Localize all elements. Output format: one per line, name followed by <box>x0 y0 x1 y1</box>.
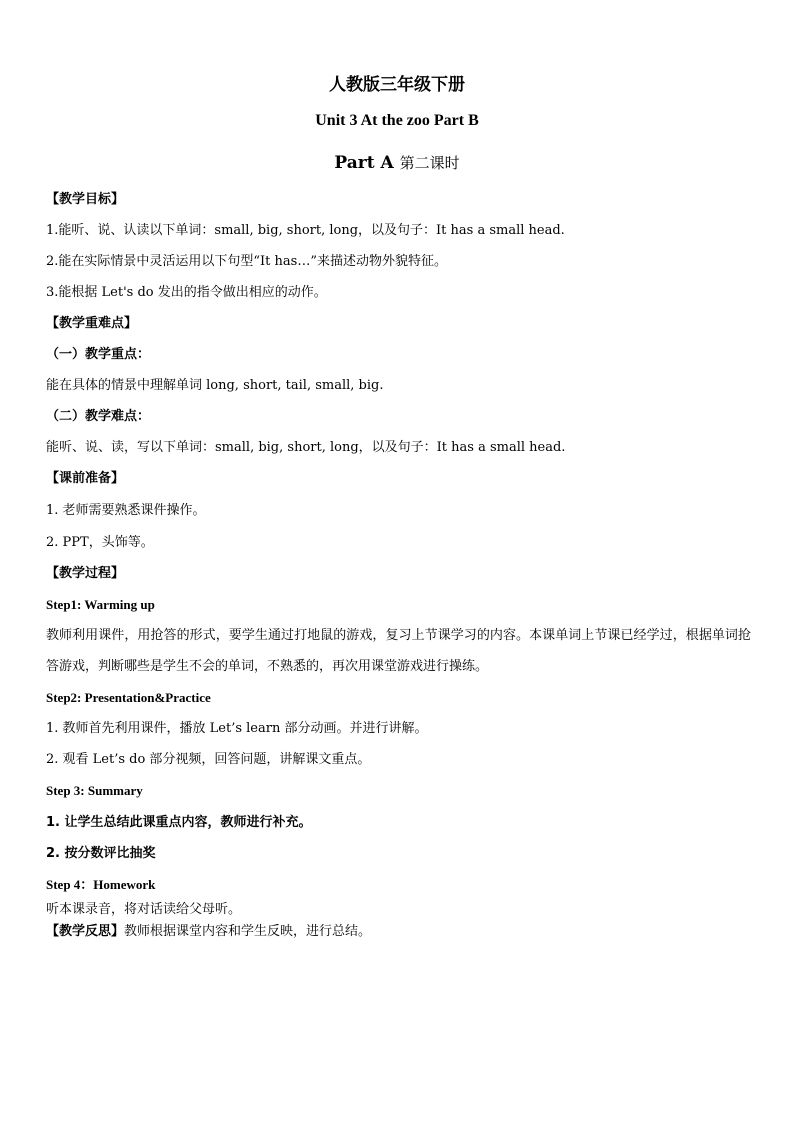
objectives-heading: 【教学目标】 <box>46 192 125 207</box>
step4-title: Step 4：Homework <box>46 877 156 892</box>
step2-item-2: 2. 观看 Let’s do 部分视频，回答问题，讲解课文重点。 <box>46 752 371 767</box>
lesson-title <box>0 152 794 173</box>
process-heading: 【教学过程】 <box>46 566 125 581</box>
step1-title: Step1: Warming up <box>46 597 155 612</box>
focus-text: 能在具体的情景中理解单词 long, short, tail, small, big. <box>46 378 384 393</box>
objective-item-3: 3.能根据 Let's do 发出的指令做出相应的动作。 <box>46 285 327 300</box>
reflection-text: 教师根据课堂内容和学生反映，进行总结。 <box>124 924 372 939</box>
unit-title: Unit 3 At the zoo Part B <box>315 112 479 129</box>
difficulty-heading: （二）教学难点： <box>46 409 151 424</box>
step4-text: 听本课录音，将对话读给父母听。 <box>46 902 242 917</box>
key-points-heading: 【教学重难点】 <box>46 316 138 331</box>
preparation-item-2: 2. PPT，头饰等。 <box>46 535 154 550</box>
preparation-heading: 【课前准备】 <box>46 471 125 486</box>
step2-title: Step2: Presentation&Practice <box>46 690 211 705</box>
step2-item-1: 1. 教师首先利用课件，播放 Let’s learn 部分动画。并进行讲解。 <box>46 721 428 736</box>
lesson-period-label: 第二课时 <box>399 154 460 172</box>
preparation-item-1: 1. 老师需要熟悉课件操作。 <box>46 503 206 518</box>
objective-item-2: 2.能在实际情景中灵活运用以下句型“It has…”来描述动物外貌特征。 <box>46 254 447 269</box>
step3-item-2: 2. 按分数评比抽奖 <box>46 846 156 861</box>
objective-item-1: 1.能听、说、认读以下单词：small, big, short, long，以及句子：It has a small head. <box>46 223 565 238</box>
step1-text: 教师利用课件，用抢答的形式，要学生通过打地鼠的游戏，复习上节课学习的内容。本课单词上节课已经学过，根据单词抢答游戏，判断哪些是学生不会的单词，不熟悉的，再次用课堂游戏进行操练。 <box>46 628 751 674</box>
difficulty-text: 能听、说、读，写以下单词：small, big, short, long，以及句子：It has a small head. <box>46 440 566 455</box>
focus-heading: （一）教学重点： <box>46 347 151 362</box>
step3-item-1: 1. 让学生总结此课重点内容，教师进行补充。 <box>46 815 312 830</box>
reflection-line <box>46 924 371 940</box>
lesson-part-label: Part A <box>334 153 394 173</box>
step3-title: Step 3: Summary <box>46 783 143 798</box>
document-title: 人教版三年级下册 <box>329 75 465 95</box>
reflection-heading: 【教学反思】 <box>46 924 125 939</box>
